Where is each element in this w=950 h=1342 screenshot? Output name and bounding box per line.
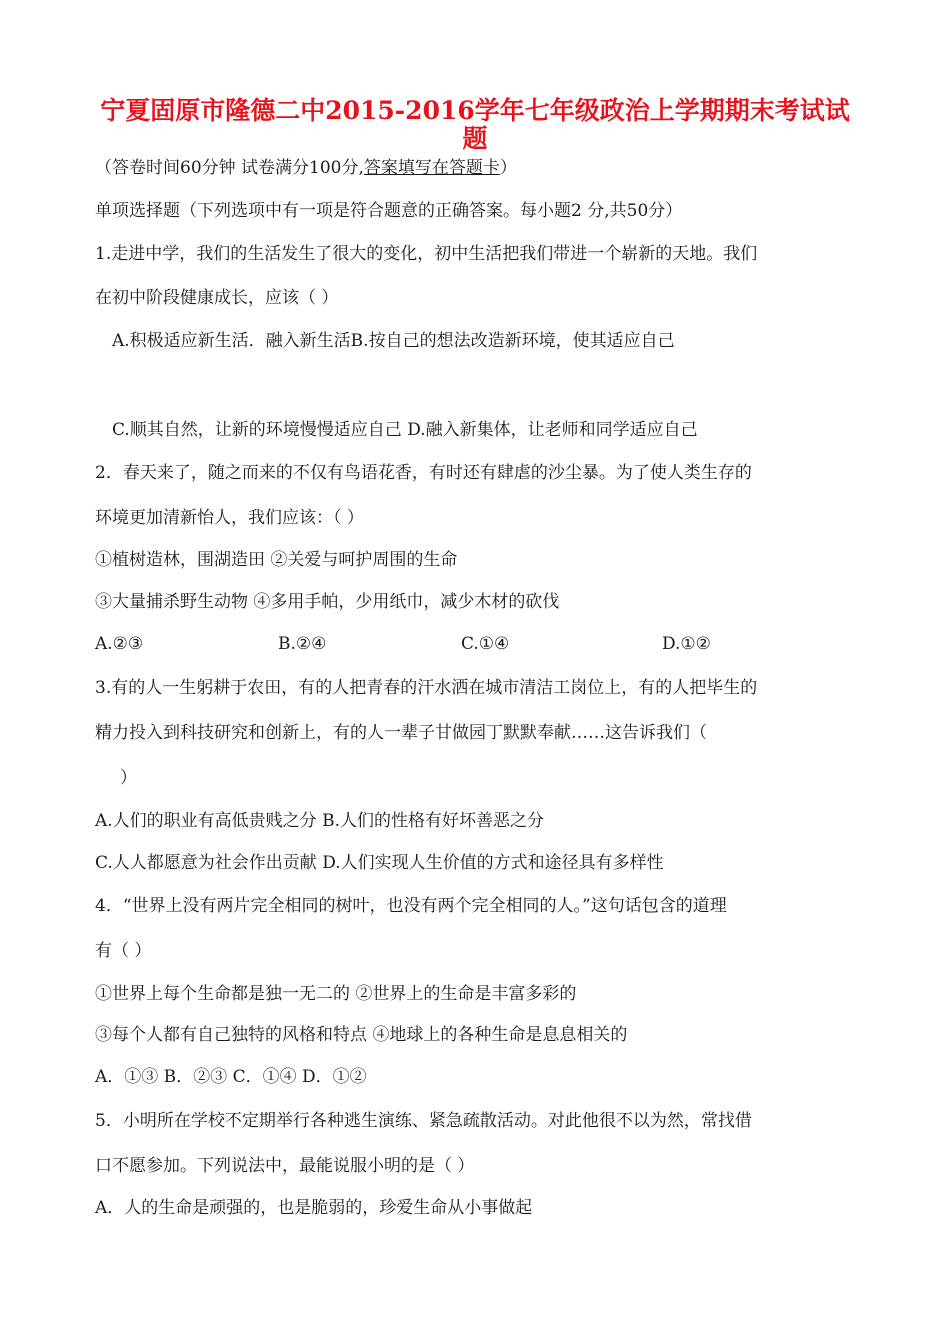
- exam-info-underlined: 答案填写在答题卡: [363, 158, 500, 178]
- q5-stem-line-1: 5．小明所在学校不定期举行各种逃生演练、紧急疏散活动。对此他很不以为然，常找借: [95, 1111, 752, 1131]
- q2-items-3-4: ③大量捕杀野生动物 ④多用手帕，少用纸巾，减少木材的砍伐: [95, 592, 560, 612]
- q2-option-d: D.①②: [662, 634, 711, 654]
- q2-items-1-2: ①植树造林，围湖造田 ②关爱与呵护周围的生命: [95, 550, 458, 570]
- exam-info-prefix: （答卷时间60分钟 试卷满分100分,: [95, 158, 364, 178]
- q4-stem-line-2: 有（ ）: [95, 941, 152, 961]
- q2-stem-line-1: 2．春天来了，随之而来的不仅有鸟语花香，有时还有肆虐的沙尘暴。为了使人类生存的: [95, 463, 752, 483]
- q5-option-a: A．人的生命是顽强的，也是脆弱的，珍爱生命从小事做起: [95, 1198, 533, 1218]
- q1-options-cd: C.顺其自然，让新的环境慢慢适应自己 D.融入新集体，让老师和同学适应自己: [112, 420, 698, 440]
- q2-stem-line-2: 环境更加清新怡人，我们应该：（ ）: [95, 508, 364, 528]
- exam-info-suffix: ）: [499, 158, 517, 178]
- q1-stem-line-1: 1.走进中学，我们的生活发生了很大的变化，初中生活把我们带进一个崭新的天地。我们: [95, 244, 758, 264]
- q5-stem-line-2: 口不愿参加。下列说法中，最能说服小明的是（ ）: [95, 1156, 475, 1176]
- exam-title-line-1: 宁夏固原市隆德二中2015-2016学年七年级政治上学期期末考试试: [100, 96, 850, 125]
- q3-stem-line-2: 精力投入到科技研究和创新上，有的人一辈子甘做园丁默默奉献……这告诉我们（: [95, 723, 707, 743]
- q1-stem-line-2: 在初中阶段健康成长，应该（ ）: [95, 288, 339, 308]
- section-header: 单项选择题（下列选项中有一项是符合题意的正确答案。每小题2 分,共50分）: [95, 201, 683, 221]
- q2-option-a: A.②③: [95, 634, 144, 654]
- q4-options: A．①③ B．②③ C．①④ D．①②: [95, 1067, 367, 1087]
- q3-stem-line-3: ）: [120, 768, 137, 788]
- q3-options-ab: A.人们的职业有高低贵贱之分 B.人们的性格有好坏善恶之分: [95, 811, 544, 831]
- q4-stem-line-1: 4．“世界上没有两片完全相同的树叶，也没有两个完全相同的人。”这句话包含的道理: [95, 896, 727, 916]
- q2-option-c: C.①④: [461, 634, 510, 654]
- exam-title-line-2: 题: [462, 124, 488, 153]
- q3-options-cd: C.人人都愿意为社会作出贡献 D.人们实现人生价值的方式和途径具有多样性: [95, 853, 664, 873]
- q3-stem-line-1: 3.有的人一生躬耕于农田，有的人把青春的汗水洒在城市清洁工岗位上，有的人把毕生的: [95, 678, 758, 698]
- q4-items-1-2: ①世界上每个生命都是独一无二的 ②世界上的生命是丰富多彩的: [95, 984, 577, 1004]
- q1-options-ab: A.积极适应新生活．融入新生活B.按自己的想法改造新环境，使其适应自己: [112, 331, 675, 351]
- q2-option-b: B.②④: [278, 634, 327, 654]
- exam-info: [95, 157, 517, 179]
- q4-items-3-4: ③每个人都有自己独特的风格和特点 ④地球上的各种生命是息息相关的: [95, 1025, 628, 1045]
